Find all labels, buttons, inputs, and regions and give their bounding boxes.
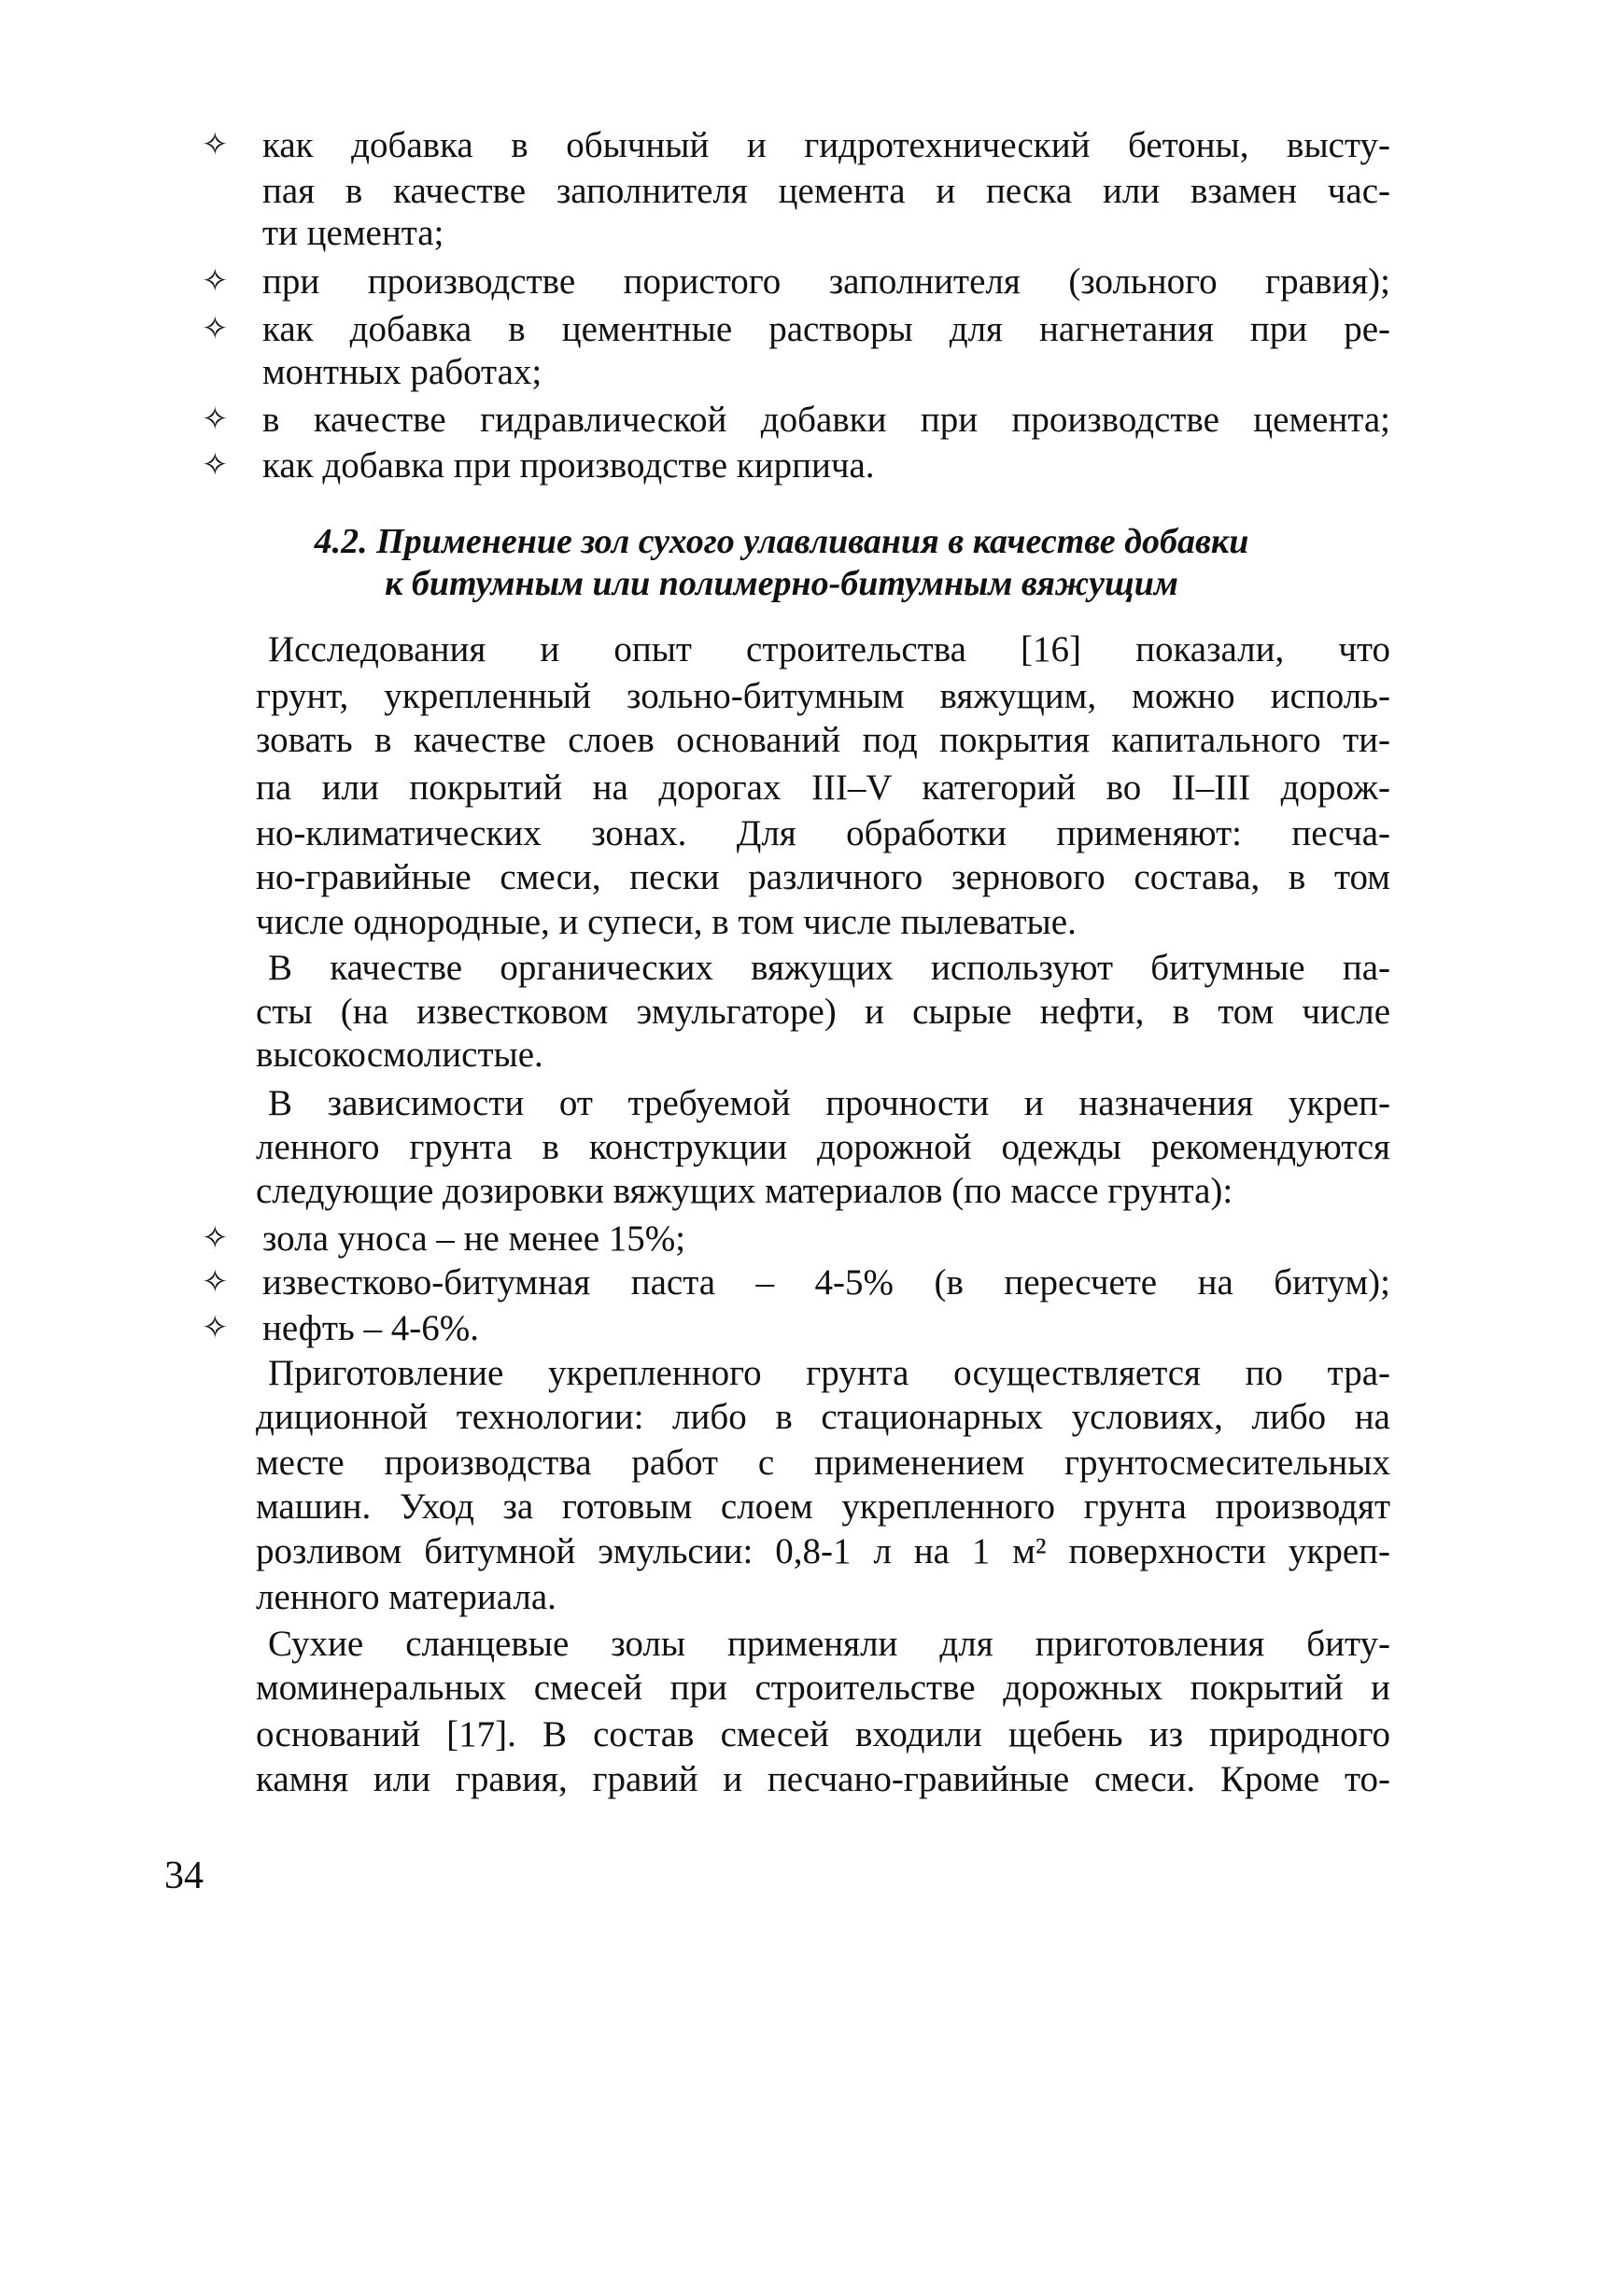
list-item-line: как добавка при производстве кирпича. (262, 445, 875, 486)
paragraph-line: розливом битумной эмульсии: 0,8-1 л на 1 м² поверхности укреп- (256, 1531, 1390, 1571)
section-heading: 4.2. Применение зол сухого улавливания в качестве добавки (314, 522, 1249, 561)
paragraph-line: высокосмолистые. (256, 1035, 543, 1075)
list-item-line: монтных работах; (262, 352, 542, 392)
paragraph-line: сты (на известковом эмульгаторе) и сырые нефти, в том числе (256, 992, 1390, 1032)
list-item-line: в качестве гидравлической добавки при производстве цемента; (262, 400, 1390, 440)
paragraph-line: ленного грунта в конструкции дорожной одежды рекомендуются (256, 1127, 1390, 1167)
bullet-icon: ✧ (202, 1265, 229, 1300)
list-item-line: известково-битумная паста – 4-5% (в пересчете на битум); (262, 1262, 1390, 1303)
paragraph-line: па или покрытий на дорогах III–V категорий во II–III дорож- (256, 768, 1390, 808)
paragraph-line: но-гравийные смеси, пески различного зернового состава, в том (256, 857, 1390, 897)
paragraph-line: ленного материала. (256, 1577, 556, 1617)
paragraph-line: Приготовление укрепленного грунта осуществляется по тра- (268, 1353, 1390, 1393)
paragraph-line: Сухие сланцевые золы применяли для приготовления биту- (268, 1624, 1390, 1664)
section-heading: к битумным или полимерно-битумным вяжущим (385, 564, 1178, 603)
paragraph-line: камня или гравия, гравий и песчано-гравийные смеси. Кроме то- (256, 1759, 1390, 1799)
paragraph-line: Исследования и опыт строительства [16] показали, что (268, 629, 1390, 669)
paragraph-line: месте производства работ с применением грунтосмесительных (256, 1443, 1390, 1483)
list-item-line: пая в качестве заполнителя цемента и песка или взамен час- (262, 171, 1390, 211)
paragraph-line: оснований [17]. В состав смесей входили щебень из природного (256, 1714, 1390, 1754)
paragraph-line: В качестве органических вяжущих используют битумные па- (268, 948, 1390, 988)
bullet-icon: ✧ (202, 312, 229, 346)
list-item-line: как добавка в обычный и гидротехнический бетоны, высту- (262, 125, 1390, 165)
bullet-icon: ✧ (202, 402, 229, 437)
bullet-icon: ✧ (202, 1221, 229, 1256)
bullet-icon: ✧ (202, 1311, 229, 1345)
bullet-icon: ✧ (202, 264, 229, 299)
paragraph-line: машин. Уход за готовым слоем укрепленного грунта производят (256, 1486, 1390, 1527)
page-number: 34 (164, 1854, 204, 1897)
list-item-line: нефть – 4-6%. (262, 1308, 479, 1348)
paragraph-line: но-климатических зонах. Для обработки применяют: песча- (256, 813, 1390, 853)
paragraph-line: В зависимости от требуемой прочности и назначения укреп- (268, 1083, 1390, 1123)
list-item-line: как добавка в цементные растворы для нагнетания при ре- (262, 309, 1390, 349)
paragraph-line: следующие дозировки вяжущих материалов (по массе грунта): (256, 1171, 1233, 1211)
paragraph-line: диционной технологии: либо в стационарных условиях, либо на (256, 1397, 1390, 1437)
paragraph-line: зовать в качестве слоев оснований под покрытия капитального ти- (256, 720, 1390, 760)
list-item-line: зола уноса – не менее 15%; (262, 1218, 686, 1259)
paragraph-line: грунт, укрепленный зольно-битумным вяжущим, можно исполь- (256, 676, 1390, 716)
list-item-line: ти цемента; (262, 213, 444, 253)
bullet-icon: ✧ (202, 448, 229, 483)
bullet-icon: ✧ (202, 128, 229, 162)
paragraph-line: моминеральных смесей при строительстве дорожных покрытий и (256, 1668, 1390, 1708)
paragraph-line: числе однородные, и супеси, в том числе пылеватые. (256, 902, 1077, 942)
list-item-line: при производстве пористого заполнителя (зольного гравия); (262, 261, 1390, 302)
